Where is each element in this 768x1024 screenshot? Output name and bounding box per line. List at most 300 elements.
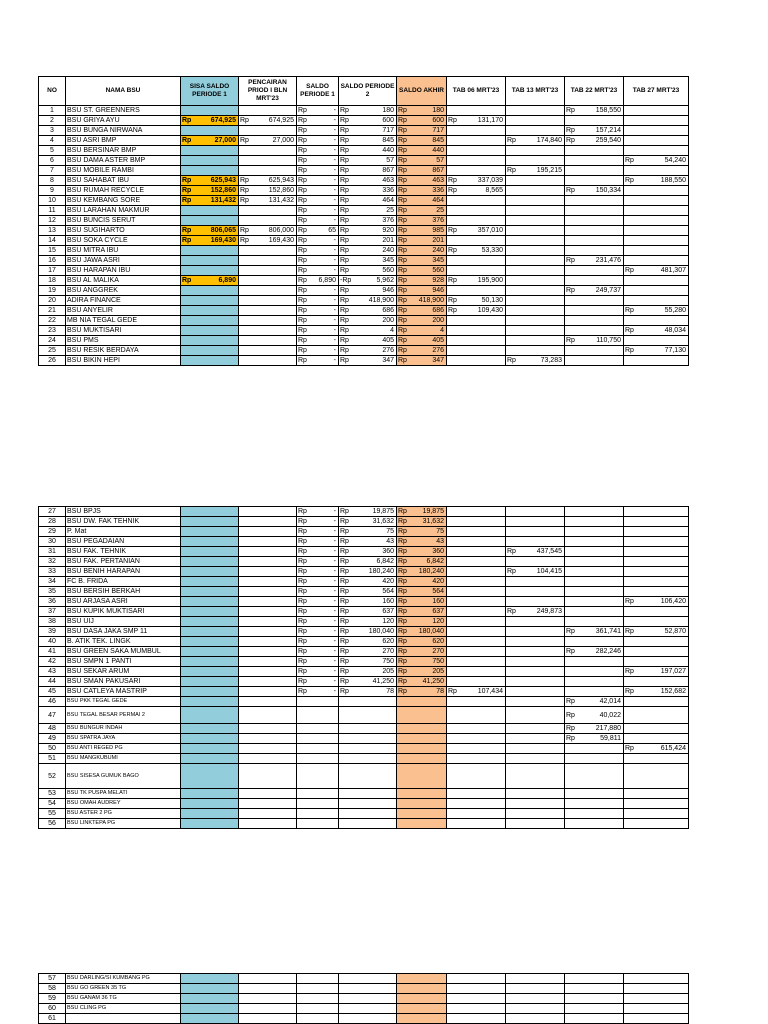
currency-label: Rp — [566, 287, 575, 294]
sisa-saldo-cell — [181, 106, 239, 116]
currency-label: Rp — [298, 357, 307, 364]
saldo-akhir-cell — [397, 724, 447, 734]
cell-value: - — [333, 518, 336, 525]
currency-label: Rp — [398, 538, 407, 545]
tab-06-cell — [447, 507, 506, 517]
currency-label: Rp — [298, 227, 307, 234]
sisa-saldo-cell — [181, 176, 239, 186]
cell-value: 41,250 — [422, 678, 444, 685]
cell-value: - — [333, 588, 336, 595]
tab-27-cell — [624, 627, 689, 637]
row-number: 20 — [39, 296, 66, 306]
saldo-periode-1-cell — [297, 206, 339, 216]
cell-value: 270 — [432, 648, 444, 655]
bsu-name: BSU FAK. PERTANIAN — [66, 557, 181, 567]
saldo-akhir-cell — [397, 116, 447, 126]
tab-22-cell — [565, 819, 624, 829]
table-row — [39, 1014, 689, 1024]
currency-label: Rp — [625, 688, 634, 695]
table-row — [39, 106, 689, 116]
tab-22-cell — [565, 336, 624, 346]
bsu-name: FC B. FRIDA — [66, 577, 181, 587]
saldo-periode-1-cell — [297, 507, 339, 517]
row-number: 38 — [39, 617, 66, 627]
currency-label: Rp — [398, 688, 407, 695]
tab-13-cell — [506, 697, 565, 707]
cell-value: 615,424 — [660, 745, 686, 752]
tab-06-cell — [447, 136, 506, 146]
currency-label: Rp — [340, 237, 349, 244]
saldo-periode-2-cell — [339, 567, 397, 577]
table-row — [39, 994, 689, 1004]
currency-label: Rp — [340, 267, 349, 274]
table-row — [39, 146, 689, 156]
table-row — [39, 537, 689, 547]
row-number: 44 — [39, 677, 66, 687]
saldo-akhir-cell — [397, 744, 447, 754]
cell-value: 360 — [432, 548, 444, 555]
cell-value: 985 — [432, 227, 444, 234]
pencairan-cell — [239, 627, 297, 637]
cell-value: 195,900 — [477, 277, 503, 284]
saldo-periode-2-cell — [339, 176, 397, 186]
currency-label: Rp — [340, 578, 349, 585]
bsu-name: BSU LINKTEPA PG — [66, 819, 181, 829]
sisa-saldo-cell — [181, 984, 239, 994]
bsu-name: BSU OMAH AUDREY — [66, 799, 181, 809]
cell-value: 276 — [382, 347, 394, 354]
saldo-akhir-cell — [397, 707, 447, 724]
row-number: 10 — [39, 196, 66, 206]
pencairan-cell — [239, 724, 297, 734]
tab-22-cell — [565, 734, 624, 744]
pencairan-cell — [239, 146, 297, 156]
saldo-akhir-cell — [397, 336, 447, 346]
saldo-periode-2-cell — [339, 687, 397, 697]
table-body — [39, 106, 689, 366]
table-row — [39, 296, 689, 306]
saldo-periode-2-cell — [339, 707, 397, 724]
saldo-periode-1-cell — [297, 517, 339, 527]
tab-22-cell — [565, 587, 624, 597]
saldo-akhir-cell — [397, 547, 447, 557]
pencairan-cell — [239, 734, 297, 744]
currency-label: Rp — [298, 237, 307, 244]
tab-06-cell — [447, 537, 506, 547]
cell-value: 57 — [386, 157, 394, 164]
sisa-saldo-cell — [181, 537, 239, 547]
currency-label: Rp — [340, 107, 349, 114]
cell-value: - — [333, 257, 336, 264]
tab-06-cell — [447, 697, 506, 707]
cell-value: 845 — [432, 137, 444, 144]
tab-06-cell — [447, 226, 506, 236]
bsu-name: BSU BERSINAR BMP — [66, 146, 181, 156]
saldo-periode-1-cell — [297, 196, 339, 206]
tab-06-cell — [447, 677, 506, 687]
row-number: 51 — [39, 754, 66, 764]
saldo-periode-2-cell — [339, 276, 397, 286]
currency-label: Rp — [298, 247, 307, 254]
currency-label: Rp — [298, 287, 307, 294]
tab-13-cell — [506, 306, 565, 316]
saldo-periode-2-cell — [339, 517, 397, 527]
tab-22-cell — [565, 657, 624, 667]
cell-value: - — [333, 508, 336, 515]
cell-value: 564 — [432, 588, 444, 595]
saldo-periode-2-cell — [339, 764, 397, 789]
currency-label: Rp — [625, 668, 634, 675]
cell-value: 197,027 — [660, 668, 686, 675]
cell-value: - — [333, 307, 336, 314]
saldo-periode-2-cell — [339, 734, 397, 744]
bsu-name: BSU SEKAR ARUM — [66, 667, 181, 677]
cell-value: 104,415 — [536, 568, 562, 575]
tab-13-cell — [506, 517, 565, 527]
tab-13-cell — [506, 627, 565, 637]
cell-value: 78 — [386, 688, 394, 695]
cell-value: 169,430 — [210, 237, 236, 244]
saldo-periode-1-cell — [297, 316, 339, 326]
tab-22-cell — [565, 764, 624, 789]
currency-label: Rp — [625, 347, 634, 354]
tab-22-cell — [565, 607, 624, 617]
pencairan-cell — [239, 744, 297, 754]
row-number: 3 — [39, 126, 66, 136]
saldo-periode-2-cell — [339, 356, 397, 366]
currency-label: Rp — [340, 678, 349, 685]
pencairan-cell — [239, 984, 297, 994]
saldo-periode-2-cell — [339, 1004, 397, 1014]
currency-label: Rp — [298, 678, 307, 685]
cell-value: - — [333, 107, 336, 114]
tab-13-cell — [506, 126, 565, 136]
bsu-name: BSU SAHABAT IBU — [66, 176, 181, 186]
sisa-saldo-cell — [181, 116, 239, 126]
row-number: 28 — [39, 517, 66, 527]
cell-value: 160 — [382, 598, 394, 605]
cell-value: 674,925 — [210, 117, 236, 124]
currency-label: Rp — [298, 568, 307, 575]
pencairan-cell — [239, 356, 297, 366]
cell-value: 845 — [382, 137, 394, 144]
pencairan-cell — [239, 1014, 297, 1024]
cell-value: 867 — [382, 167, 394, 174]
cell-value: 560 — [382, 267, 394, 274]
tab-27-cell — [624, 1004, 689, 1014]
cell-value: 806,000 — [268, 227, 294, 234]
tab-13-cell — [506, 764, 565, 789]
currency-label: Rp — [398, 598, 407, 605]
cell-value: - — [333, 157, 336, 164]
currency-label: Rp — [298, 127, 307, 134]
tab-27-cell — [624, 186, 689, 196]
saldo-periode-2-cell — [339, 1014, 397, 1024]
saldo-akhir-cell — [397, 186, 447, 196]
cell-value: 157,214 — [595, 127, 621, 134]
currency-label: Rp — [398, 508, 407, 515]
table-row — [39, 166, 689, 176]
currency-label: Rp — [566, 187, 575, 194]
pencairan-cell — [239, 607, 297, 617]
cell-value: 560 — [432, 267, 444, 274]
tab-27-cell — [624, 734, 689, 744]
cell-value: 25 — [436, 207, 444, 214]
bsu-name: BSU MITRA IBU — [66, 246, 181, 256]
pencairan-cell — [239, 697, 297, 707]
saldo-periode-1-cell — [297, 597, 339, 607]
sisa-saldo-cell — [181, 306, 239, 316]
table-row — [39, 336, 689, 346]
cell-value: 750 — [432, 658, 444, 665]
cell-value: 200 — [432, 317, 444, 324]
bsu-name: BSU ST. GREENNERS — [66, 106, 181, 116]
saldo-periode-1-cell — [297, 557, 339, 567]
table-row — [39, 186, 689, 196]
sisa-saldo-cell — [181, 687, 239, 697]
bsu-name: BSU PMS — [66, 336, 181, 346]
tab-22-cell — [565, 206, 624, 216]
saldo-periode-2-cell — [339, 166, 397, 176]
header-tab-22: TAB 22 MRT'23 — [565, 77, 624, 106]
row-number: 47 — [39, 707, 66, 724]
tab-22-cell — [565, 547, 624, 557]
currency-label: Rp — [298, 668, 307, 675]
saldo-periode-2-cell — [339, 617, 397, 627]
cell-value: 5,962 — [376, 277, 394, 284]
tab-06-cell — [447, 547, 506, 557]
tab-27-cell — [624, 687, 689, 697]
currency-label: Rp — [566, 107, 575, 114]
tab-22-cell — [565, 754, 624, 764]
currency-label: Rp — [182, 187, 192, 194]
tab-06-cell — [447, 667, 506, 677]
pencairan-cell — [239, 346, 297, 356]
cell-value: 55,280 — [664, 307, 686, 314]
currency-label: Rp — [298, 297, 307, 304]
pencairan-cell — [239, 226, 297, 236]
currency-label: Rp — [340, 327, 349, 334]
pencairan-cell — [239, 136, 297, 146]
saldo-periode-1-cell — [297, 296, 339, 306]
bsu-name: B. ATIK TEK. LINGK — [66, 637, 181, 647]
cell-value: - — [333, 237, 336, 244]
table-row — [39, 306, 689, 316]
cell-value: - — [333, 127, 336, 134]
currency-label: Rp — [625, 745, 634, 752]
saldo-periode-1-cell — [297, 984, 339, 994]
bsu-name: BSU ANTI REGED PG — [66, 744, 181, 754]
tab-22-cell — [565, 146, 624, 156]
bsu-name: BSU DASA JAKA SMP 11 — [66, 627, 181, 637]
currency-label: Rp — [398, 157, 407, 164]
saldo-akhir-cell — [397, 697, 447, 707]
saldo-periode-2-cell — [339, 346, 397, 356]
currency-label: Rp — [298, 317, 307, 324]
tab-27-cell — [624, 577, 689, 587]
tab-13-cell — [506, 657, 565, 667]
table-row — [39, 236, 689, 246]
row-number: 43 — [39, 667, 66, 677]
cell-value: 674,925 — [268, 117, 294, 124]
saldo-periode-1-cell — [297, 667, 339, 677]
currency-label: Rp — [340, 598, 349, 605]
saldo-akhir-cell — [397, 166, 447, 176]
currency-label: Rp — [340, 638, 349, 645]
tab-13-cell — [506, 799, 565, 809]
bsu-name: BSU SPATRA JAYA — [66, 734, 181, 744]
tab-22-cell — [565, 166, 624, 176]
pencairan-cell — [239, 657, 297, 667]
currency-label: Rp — [182, 137, 192, 144]
tab-27-cell — [624, 994, 689, 1004]
saldo-periode-2-cell — [339, 126, 397, 136]
cell-value: 180 — [382, 107, 394, 114]
row-number: 50 — [39, 744, 66, 754]
tab-13-cell — [506, 216, 565, 226]
saldo-periode-2-cell — [339, 557, 397, 567]
cell-value: - — [333, 327, 336, 334]
tab-06-cell — [447, 799, 506, 809]
cell-value: - — [333, 207, 336, 214]
saldo-periode-2-cell — [339, 819, 397, 829]
sisa-saldo-cell — [181, 236, 239, 246]
tab-13-cell — [506, 707, 565, 724]
bsu-name: BSU ASRI BMP — [66, 136, 181, 146]
row-number: 39 — [39, 627, 66, 637]
cell-value: 240 — [432, 247, 444, 254]
currency-label: Rp — [398, 588, 407, 595]
sisa-saldo-cell — [181, 809, 239, 819]
tab-27-cell — [624, 196, 689, 206]
currency-label: Rp — [398, 648, 407, 655]
saldo-akhir-cell — [397, 754, 447, 764]
currency-label: Rp — [340, 317, 349, 324]
tab-27-cell — [624, 226, 689, 236]
currency-label: Rp — [398, 217, 407, 224]
row-number: 16 — [39, 256, 66, 266]
saldo-akhir-cell — [397, 226, 447, 236]
cell-value: 946 — [382, 287, 394, 294]
pencairan-cell — [239, 196, 297, 206]
saldo-akhir-cell — [397, 984, 447, 994]
currency-label: Rp — [298, 337, 307, 344]
row-number: 21 — [39, 306, 66, 316]
currency-label: Rp — [398, 147, 407, 154]
header-sisa-saldo: SISA SALDO PERIODE 1 — [181, 77, 239, 106]
currency-label: Rp — [398, 257, 407, 264]
currency-label: Rp — [566, 337, 575, 344]
tab-06-cell — [447, 687, 506, 697]
currency-label: Rp — [298, 598, 307, 605]
saldo-periode-2-cell — [339, 326, 397, 336]
bsu-name: BSU ARJASA ASRI — [66, 597, 181, 607]
saldo-periode-2-cell — [339, 186, 397, 196]
saldo-akhir-cell — [397, 667, 447, 677]
saldo-akhir-cell — [397, 1004, 447, 1014]
tab-27-cell — [624, 326, 689, 336]
cell-value: 345 — [382, 257, 394, 264]
sisa-saldo-cell — [181, 346, 239, 356]
cell-value: - — [333, 688, 336, 695]
saldo-periode-1-cell — [297, 226, 339, 236]
saldo-akhir-cell — [397, 617, 447, 627]
saldo-periode-2-cell — [339, 647, 397, 657]
tab-06-cell — [447, 809, 506, 819]
currency-label: Rp — [398, 177, 407, 184]
cell-value: 180,240 — [368, 568, 394, 575]
cell-value: 152,860 — [268, 187, 294, 194]
currency-label: Rp — [507, 167, 516, 174]
pencairan-cell — [239, 296, 297, 306]
row-number: 12 — [39, 216, 66, 226]
header-nama-bsu: NAMA BSU — [66, 77, 181, 106]
table-row — [39, 744, 689, 754]
tab-06-cell — [447, 754, 506, 764]
tab-13-cell — [506, 547, 565, 557]
tab-06-cell — [447, 256, 506, 266]
saldo-periode-1-cell — [297, 276, 339, 286]
cell-value: 75 — [386, 528, 394, 535]
pencairan-cell — [239, 547, 297, 557]
currency-label: Rp — [398, 578, 407, 585]
cell-value: 337,039 — [477, 177, 503, 184]
cell-value: 65 — [328, 227, 336, 234]
cell-value: 48,034 — [664, 327, 686, 334]
currency-label: Rp — [298, 638, 307, 645]
sisa-saldo-cell — [181, 286, 239, 296]
bsu-table-page-1 — [38, 76, 689, 366]
cell-value: 376 — [382, 217, 394, 224]
bsu-name: BSU PEGADAIAN — [66, 537, 181, 547]
currency-label: Rp — [507, 548, 516, 555]
tab-06-cell — [447, 1004, 506, 1014]
tab-22-cell — [565, 507, 624, 517]
saldo-periode-2-cell — [339, 256, 397, 266]
header-pencairan: PENCAIRAN PRIOD I BLN MRT'23 — [239, 77, 297, 106]
cell-value: 259,540 — [595, 137, 621, 144]
pencairan-cell — [239, 667, 297, 677]
tab-13-cell — [506, 809, 565, 819]
currency-label: Rp — [298, 548, 307, 555]
table-row — [39, 587, 689, 597]
cell-value: 686 — [382, 307, 394, 314]
tab-22-cell — [565, 216, 624, 226]
table-row — [39, 226, 689, 236]
row-number: 8 — [39, 176, 66, 186]
sisa-saldo-cell — [181, 587, 239, 597]
pencairan-cell — [239, 236, 297, 246]
tab-27-cell — [624, 276, 689, 286]
currency-label: Rp — [340, 257, 349, 264]
tab-27-cell — [624, 809, 689, 819]
tab-22-cell — [565, 577, 624, 587]
cell-value: 464 — [382, 197, 394, 204]
cell-value: - — [333, 117, 336, 124]
row-number: 6 — [39, 156, 66, 166]
cell-value: 481,307 — [660, 267, 686, 274]
currency-label: Rp — [625, 267, 634, 274]
row-number: 23 — [39, 326, 66, 336]
pencairan-cell — [239, 994, 297, 1004]
currency-label: Rp — [340, 137, 349, 144]
table-row — [39, 697, 689, 707]
saldo-periode-1-cell — [297, 116, 339, 126]
table-row — [39, 216, 689, 226]
row-number: 22 — [39, 316, 66, 326]
saldo-periode-2-cell — [339, 984, 397, 994]
saldo-periode-2-cell — [339, 657, 397, 667]
